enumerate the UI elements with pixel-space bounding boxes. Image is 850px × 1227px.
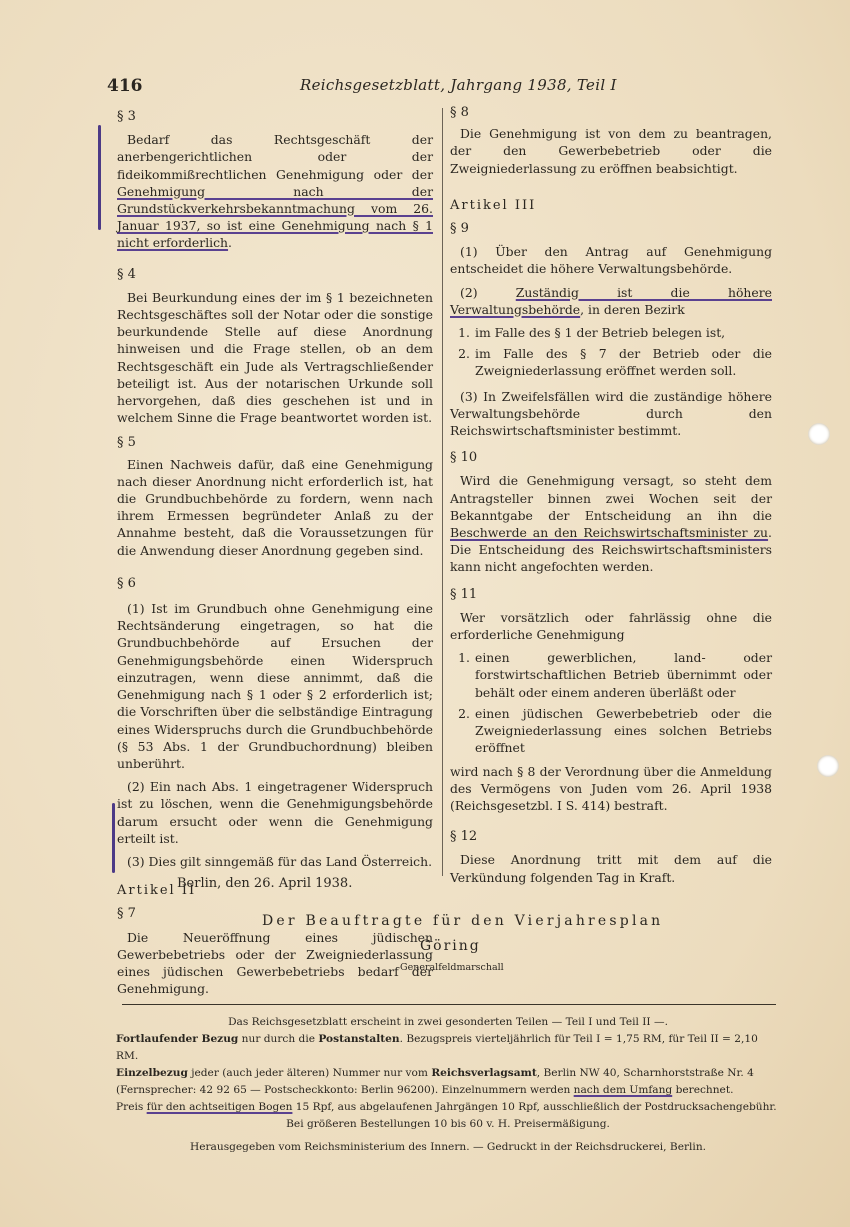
list-number: 2. (458, 346, 470, 362)
footer-text: , Berlin NW 40, Scharnhorststraße Nr. 4 (536, 1067, 754, 1079)
footer-text: Preis (116, 1101, 147, 1113)
footer-line (116, 1082, 780, 1099)
footer-line: Bei größeren Bestellungen 10 bis 60 v. H. Preisermäßigung. (286, 1118, 610, 1130)
section-heading: § 12 (450, 829, 478, 845)
footer-line (116, 1031, 780, 1065)
list-item (450, 705, 772, 757)
section-3-text-end: . (228, 235, 232, 251)
date-line: Berlin, den 26. April 1938. (177, 876, 353, 891)
footer-text: jeder (auch jeder älteren) Nummer nur vom (187, 1067, 432, 1079)
section-11-penalty: wird nach § 8 der Verordnung über die Anmeldung des Vermögens von Juden vom 26. April 1938 (Reichsgesetzbl. I S. 414) bestraft. (450, 763, 772, 813)
section-heading: § 4 (117, 266, 136, 282)
footer-text: nur durch die (238, 1033, 319, 1045)
section-10-text-b: . Die Entscheidung des Reichswirtschaftsministers kann nicht angefochten werden. (450, 525, 772, 575)
footer-text: berechnet. (672, 1084, 734, 1096)
list-item (450, 324, 772, 341)
section-12-text: Diese Anordnung tritt mit dem auf die Verkündung folgenden Tag in Kraft. (450, 852, 772, 885)
section-heading: § 3 (117, 109, 136, 124)
section-8-text: Die Genehmigung ist von dem zu beantragen, der den Gewerbebetrieb oder die Zweigniederlassung zu eröffnen beabsichtigt. (450, 126, 772, 176)
section-10-text-a: Wird die Genehmigung versagt, so steht dem Antragsteller binnen zwei Wochen seit der Bekanntgabe der Entscheidung an ihn die (450, 473, 772, 523)
footer-bold: Postanstalten (318, 1033, 400, 1045)
list-number: 1. (458, 325, 470, 341)
punch-hole (817, 755, 839, 777)
section-9-para-2-b: , in deren Bezirk (580, 301, 685, 317)
underlined-passage: Zuständig ist die höhere Verwaltungsbehörde (450, 284, 772, 317)
section-4-text: Bei Beurkundung eines der im § 1 bezeichneten Rechtsgeschäftes soll der Notar oder die sonstige beurkundende Stelle auf diese Anordnung hinweisen und die Frage stellen, ob an dem Rechtsgeschäft ein Jude als Vertragschließender beteiligt ist. Aus der notarischen Urkunde soll hervorgehen, daß dies geschehen ist und in welchem Sinne die Frage beantwortet worden ist. (117, 289, 433, 426)
footer-bold: Einzelbezug (116, 1067, 188, 1079)
section-heading: § 10 (450, 450, 478, 466)
footer-text: 15 Rpf, aus abgelaufenen Jahrgängen 10 Rpf, ausschließlich der Postdrucksachengebühr. (292, 1101, 777, 1113)
page-header-title: Reichsgesetzblatt, Jahrgang 1938, Teil I (300, 76, 617, 94)
article-heading: Artikel II (117, 883, 197, 899)
footer-text: . Bezugspreis vierteljährlich für Teil I = 1,75 RM, für Teil II = 2,10 RM. (116, 1033, 758, 1062)
section-3-text (117, 131, 433, 251)
footer-line: Das Reichsgesetzblatt erscheint in zwei gesonderten Teilen — Teil I und Teil II —. (228, 1016, 668, 1028)
margin-mark (112, 803, 115, 873)
list-item (450, 345, 772, 379)
article-heading: Artikel III (450, 197, 537, 213)
footer-bold: Fortlaufender Bezug (116, 1033, 239, 1045)
section-5-text: Einen Nachweis dafür, daß eine Genehmigung nach dieser Anordnung nicht erforderlich ist, hat die Grundbuchbehörde zu fordern, wenn nach ihrem Ermessen begründeter Anlaß zu der Annahme besteht, daß die Voraussetzungen für die Anwendung dieser Anordnung gegeben sind. (117, 456, 433, 558)
underlined-passage: nach dem Umfang (573, 1084, 673, 1096)
section-6-para-2: (2) Ein nach Abs. 1 eingetragener Widerspruch ist zu löschen, wenn die Genehmigungsbehörde darum ersucht oder wenn die Genehmigung erteilt ist. (117, 779, 433, 846)
section-10-text (450, 472, 772, 575)
page-number: 416 (107, 76, 143, 96)
section-heading: § 7 (117, 906, 136, 922)
section-6-para-3: (3) Dies gilt sinngemäß für das Land Österreich. (127, 853, 433, 869)
signatory-name: Göring (420, 938, 481, 954)
list-text: einen jüdischen Gewerbebetrieb oder die Zweigniederlassung eines solchen Betriebs eröffnet (475, 705, 772, 756)
section-9-para-2-a: (2) (460, 284, 516, 300)
section-9-para-1: (1) Über den Antrag auf Genehmigung entscheidet die höhere Verwaltungsbehörde. (450, 244, 772, 277)
underlined-passage: Beschwerde an den Reichswirtschaftsminister zu (450, 525, 769, 541)
footer-bold: Reichsverlagsamt (431, 1067, 537, 1079)
underlined-passage: Genehmigung nach der Grundstückverkehrsbekanntmachung vom 26. Januar 1937, so ist eine Genehmigung nach § 1 nicht erforderlich (117, 183, 433, 251)
list-text: einen gewerblichen, land- oder forstwirtschaftlichen Betrieb übernimmt oder behält oder einem anderen überläßt oder (475, 650, 772, 700)
section-6-para-1: (1) Ist im Grundbuch ohne Genehmigung eine Rechtsänderung eingetragen, so hat die Grundbuchbehörde auf Ersuchen der Genehmigungsbehörde einen Widerspruch einzutragen, wenn diese annimmt, daß die Genehmigung nach § 1 oder § 2 erforderlich ist; die Vorschriften über die selbständige Eintragung eines Widerspruchs durch die Grundbuchbehörde (§ 53 Abs. 1 der Grundbuchordnung) bleiben unberührt. (117, 601, 433, 771)
section-heading: § 8 (450, 105, 469, 120)
list-text: im Falle des § 7 der Betrieb oder die Zweigniederlassung eröffnet werden soll. (475, 346, 772, 379)
signatory-rank: Generalfeldmarschall (400, 962, 504, 973)
margin-mark (98, 125, 101, 230)
section-7-text: Die Neueröffnung eines jüdischen Gewerbebetriebs oder der Zweigniederlassung eines jüdischen Gewerbebetriebs bedarf der Genehmigung. (117, 929, 433, 997)
list-text: im Falle des § 1 der Betrieb belegen ist, (475, 325, 726, 341)
section-heading: § 11 (450, 586, 478, 602)
footer-line (116, 1099, 780, 1116)
list-item (450, 649, 772, 701)
underlined-passage: für den achtseitigen Bogen (146, 1101, 293, 1113)
section-11-intro: Wer vorsätzlich oder fahrlässig ohne die erforderliche Genehmigung (450, 609, 772, 643)
left-column (117, 108, 433, 997)
publication-footer (116, 1014, 780, 1156)
list-number: 1. (458, 650, 470, 666)
right-column (450, 104, 772, 886)
footer-line (116, 1065, 780, 1082)
signatory-office: Der Beauftragte für den Vierjahresplan (262, 913, 664, 929)
section-9-para-3: (3) In Zweifelsfällen wird die zuständige höhere Verwaltungsbehörde durch den Reichswirtschaftsminister bestimmt. (450, 388, 772, 439)
section-3-text-a: Bedarf das Rechtsgeschäft der anerbengerichtlichen oder der fideikommißrechtlichen Genehmigung oder der (117, 132, 433, 182)
section-heading: § 5 (117, 435, 136, 451)
footer-rule (122, 1004, 776, 1005)
section-heading: § 9 (450, 221, 469, 237)
list-number: 2. (458, 705, 470, 721)
footer-text: (Fernsprecher: 42 92 65 — Postscheckkonto: Berlin 96200). Einzelnummern werden (116, 1084, 574, 1096)
column-divider (442, 108, 443, 876)
section-9-para-2 (450, 284, 772, 318)
section-heading: § 6 (117, 575, 136, 591)
footer-line: Herausgegeben vom Reichsministerium des Innern. — Gedruckt in der Reichsdruckerei, Berlin. (189, 1141, 707, 1153)
punch-hole (808, 423, 830, 445)
